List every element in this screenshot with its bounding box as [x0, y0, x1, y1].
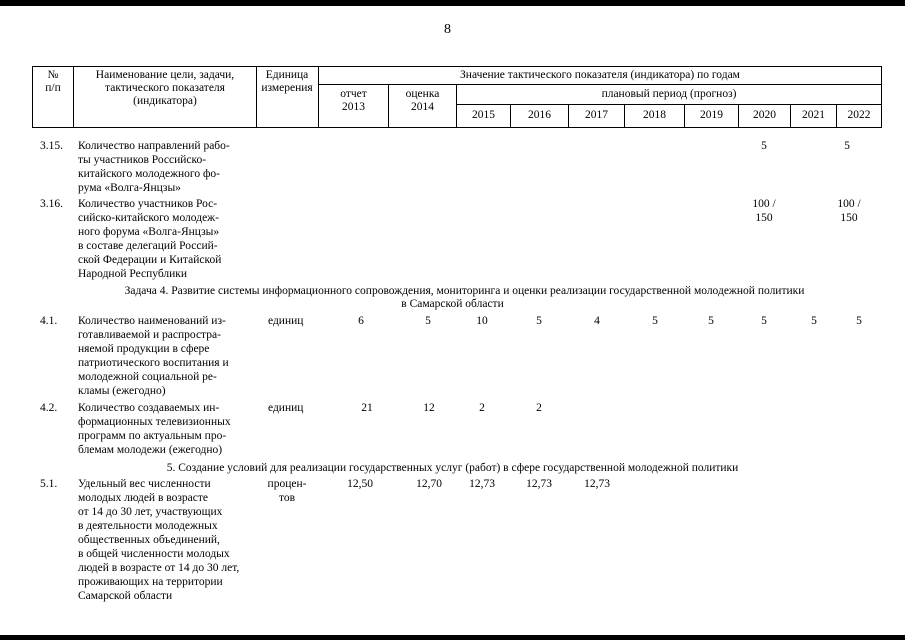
task-4-heading: Задача 4. Развитие системы информационного сопровождения, мониторинга и оценки реализации государственной молодежной политики	[124, 285, 805, 297]
vline-1	[73, 66, 74, 128]
header-bottom-line	[32, 127, 882, 128]
row-5-1-name: Удельный вес численности молодых людей в возрасте от 14 до 30 лет, участвующих в деятельности молодежных общественных объединений, в общей численности молодых людей в возрасте от 14 до 30 лет, проживающих на территории Самарской области	[78, 478, 240, 602]
row-5-1-v2017: 12,73	[584, 478, 610, 490]
row-4-2-v2015: 2	[479, 402, 485, 414]
row-3-15-num: 3.15.	[40, 140, 63, 152]
row-4-2-v2013: 21	[361, 402, 373, 414]
year-2015: 2015	[472, 109, 495, 121]
row-3-16-2020: 100 / 150	[752, 198, 776, 224]
header-years-line	[456, 104, 882, 105]
year-2020: 2020	[753, 109, 776, 121]
row-4-1-v2022: 5	[856, 315, 862, 327]
year-2021: 2021	[802, 109, 825, 121]
header-top-line	[32, 66, 882, 67]
row-3-16-2022: 100 / 150	[837, 198, 861, 224]
row-4-1-unit: единиц	[268, 315, 304, 327]
row-5-1-v2014: 12,70	[416, 478, 442, 490]
row-4-1-num: 4.1.	[40, 315, 58, 327]
header-unit: Единица измерения	[261, 69, 313, 94]
row-4-1-v2017: 4	[594, 315, 600, 327]
page-number: 8	[444, 22, 451, 37]
section-5-heading: 5. Создание условий для реализации государственных услуг (работ) в сфере государственной молодежной политики	[166, 462, 739, 474]
row-4-2-v2014: 12	[423, 402, 435, 414]
row-4-2-v2016: 2	[536, 402, 542, 414]
row-4-1-v2018: 5	[652, 315, 658, 327]
row-3-16-name: Количество участников Рос- сийско-китайского молодеж- ного форума «Волга-Янцзы» в составе делегаций Россий- ской Федерации и Китайской Народной Республики	[78, 198, 222, 280]
header-planned: плановый период (прогноз)	[601, 88, 737, 100]
bottom-border	[0, 635, 905, 640]
vline-0	[32, 66, 33, 128]
row-4-1-v2019: 5	[708, 315, 714, 327]
header-num: № п/п	[45, 69, 61, 94]
row-4-2-name: Количество создаваемых ин- формационных телевизионных программ по актуальным про- блемам молодежи (ежегодно)	[78, 402, 231, 456]
row-4-1-v2015: 10	[476, 315, 488, 327]
year-2017: 2017	[585, 109, 608, 121]
vline-13	[881, 66, 882, 128]
year-2018: 2018	[643, 109, 666, 121]
row-4-2-num: 4.2.	[40, 402, 58, 414]
year-2016: 2016	[528, 109, 551, 121]
header-name: Наименование цели, задачи, тактического показателя (индикатора)	[95, 69, 235, 107]
row-4-1-v2016: 5	[536, 315, 542, 327]
row-4-2-unit: единиц	[268, 402, 304, 414]
row-3-15-2022: 5	[844, 140, 850, 152]
row-5-1-unit: процен- тов	[267, 478, 307, 504]
row-3-16-num: 3.16.	[40, 198, 63, 210]
row-4-1-v2014: 5	[425, 315, 431, 327]
header-estimate: оценка 2014	[405, 88, 440, 113]
row-4-1-v2021: 5	[811, 315, 817, 327]
row-4-1-v2013: 6	[358, 315, 364, 327]
top-border	[0, 0, 905, 6]
year-2022: 2022	[847, 109, 871, 121]
year-2019: 2019	[700, 109, 723, 121]
row-5-1-v2015: 12,73	[469, 478, 495, 490]
header-report: отчет 2013	[340, 88, 367, 113]
header-mid-line	[318, 84, 882, 85]
row-5-1-v2016: 12,73	[526, 478, 552, 490]
row-4-1-name: Количество наименований из- готавливаемой и распростра- няемой продукции в сфере патриотического воспитания и молодежной социальной ре- кламы (ежегодно)	[78, 315, 229, 397]
row-5-1-num: 5.1.	[40, 478, 58, 490]
row-5-1-v2013: 12,50	[347, 478, 373, 490]
row-3-15-2020: 5	[761, 140, 767, 152]
row-3-15-name: Количество направлений рабо- ты участников Российско- китайского молодежного фо- рума «Волга-Янцзы»	[78, 140, 230, 194]
task-4-heading-line2: в Самарской области	[401, 298, 504, 310]
row-4-1-v2020: 5	[761, 315, 767, 327]
header-values: Значение тактического показателя (индикатора) по годам	[460, 69, 740, 81]
